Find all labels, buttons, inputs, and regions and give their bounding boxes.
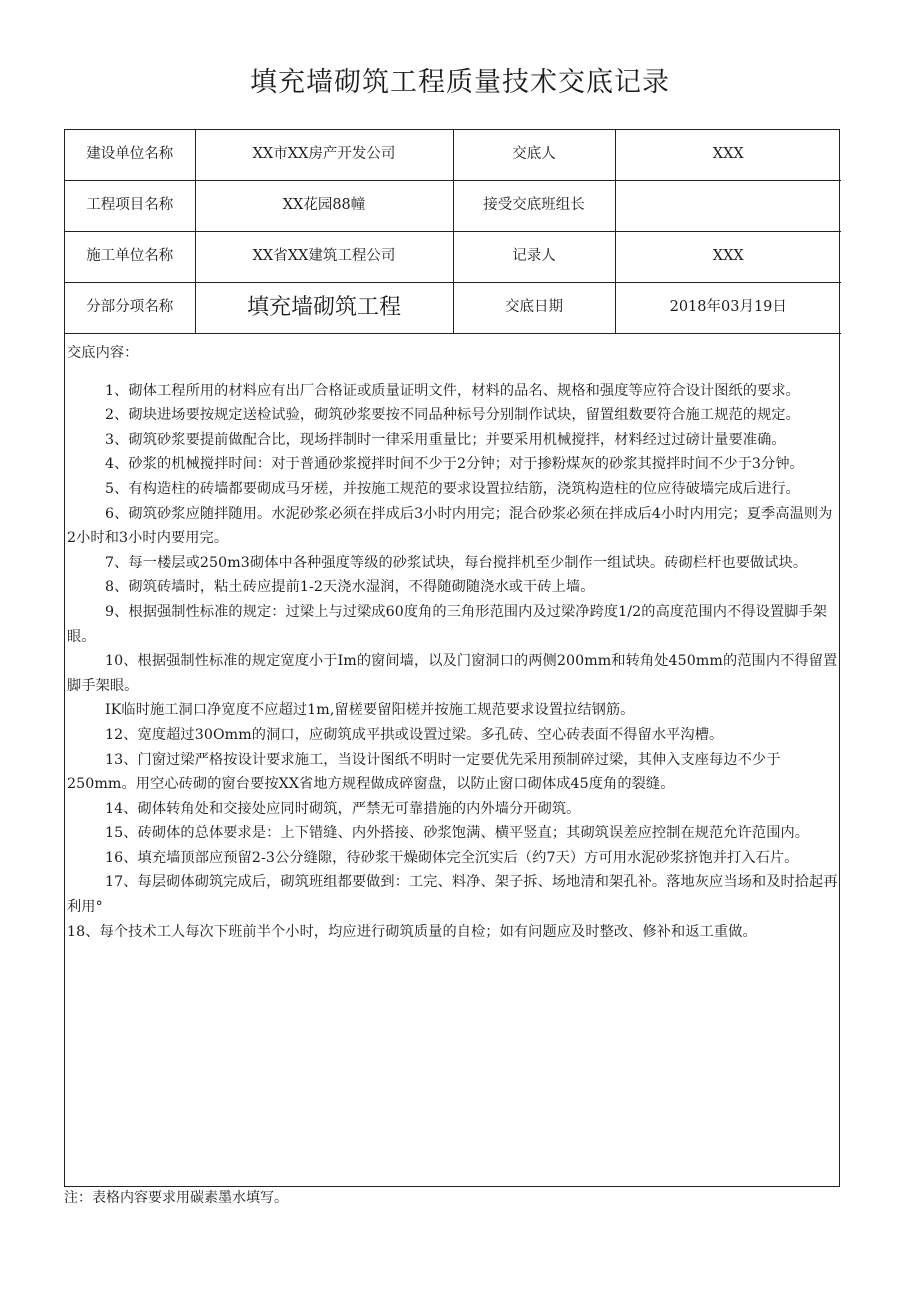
table-row xyxy=(65,181,841,232)
value-project-name: XX花园88幢 xyxy=(195,181,453,232)
list-item: 7、每一楼层或250m3砌体中各种强度等级的砂浆试块，每台搅拌机至少制作一组试块。砖砌栏杆也要做试块。 xyxy=(105,554,808,571)
list-item: IK临时施工洞口净宽度不应超过1m,留槎要留阳槎并按施工规范要求设置拉结钢筋。 xyxy=(105,702,635,719)
page-title: 填充墙砌筑工程质量技术交底记录 xyxy=(250,67,670,98)
value-construction-unit: XX市XX房产开发公司 xyxy=(195,130,453,181)
value-team-leader xyxy=(615,181,841,232)
list-item: 3、砌筑砂浆要提前做配合比，现场拌制时一律采用重量比；并要采用机械搅拌，材料经过过磅计量要准确。 xyxy=(105,431,786,448)
label-date: 交底日期 xyxy=(453,283,615,334)
list-item: 10、根据强制性标准的规定宽度小于Im的窗间墙，以及门窗洞口的两侧200mm和转角处450mm的范围内不得留置脚手架眼。 xyxy=(67,653,838,694)
value-recorder: XXX xyxy=(615,232,841,283)
list-item: 12、宽度超过30Omm的洞口，应砌筑成平拱或设置过梁。多孔砖、空心砖表面不得留水平沟槽。 xyxy=(105,726,724,743)
list-item: 6、砌筑砂浆应随拌随用。水泥砂浆必须在拌成后3小时内用完；混合砂浆必须在拌成后4小时内用完；夏季高温则为2小时和3小时内要用完。 xyxy=(67,505,833,547)
list-item: 16、填充墙顶部应预留2-3公分缝隙，待砂浆干燥砌体完全沉实后（约7天）方可用水泥砂浆挤饱并打入石片。 xyxy=(105,849,799,866)
label-subproject: 分部分项名称 xyxy=(65,283,195,334)
list-item-last: 18、每个技术工人每次下班前半个小时，均应进行砌筑质量的自检；如有问题应及时整改、修补和返工重做。 xyxy=(67,923,757,940)
label-construction-unit: 建设单位名称 xyxy=(65,130,195,181)
list-item: 14、砌体转角处和交接处应同时砌筑，严禁无可靠措施的内外墙分开砌筑。 xyxy=(105,800,581,817)
label-presenter: 交底人 xyxy=(453,130,615,181)
list-item: 4、砂浆的机械搅拌时间：对于普通砂浆搅拌时间不少于2分钟；对于掺粉煤灰的砂浆其搅拌时间不少于3分钟。 xyxy=(105,456,804,473)
value-contractor: XX省XX建筑工程公司 xyxy=(195,232,453,283)
record-form xyxy=(64,129,840,1187)
list-item: 9、根据强制性标准的规定：过梁上与过梁成60度角的三角形范围内及过梁净跨度1/2的高度范围内不得设置脚手架眼。 xyxy=(67,603,828,645)
label-project-name: 工程项目名称 xyxy=(65,181,195,232)
value-date: 2018年03月19日 xyxy=(615,283,841,334)
info-table xyxy=(65,130,841,334)
footer-note: 注：表格内容要求用碳素墨水填写。 xyxy=(64,1190,288,1206)
briefing-content xyxy=(65,334,839,944)
list-item: 17、每层砌体砌筑完成后，砌筑班组都要做到：工完、料净、架子拆、场地清和架孔补。落地灰应当场和及时拾起再利用° xyxy=(67,874,838,916)
list-item: 8、砌筑砖墙时，粘土砖应提前1-2天浇水湿润，不得随砌随浇水或干砖上墙。 xyxy=(105,579,595,596)
table-row xyxy=(65,130,841,181)
list-item: 1、砌体工程所用的材料应有出厂合格证或质量证明文件，材料的品名、规格和强度等应符合设计图纸的要求。 xyxy=(105,382,800,399)
table-row xyxy=(65,283,841,334)
content-heading: 交底内容： xyxy=(67,345,139,361)
list-item: 13、门窗过梁严格按设计要求施工，当设计图纸不明时一定要优先采用预制碎过梁，其伸入支座每边不少于250mm。用空心砖砌的窗台要按XX省地方规程做成碎窗盘，以防止窗口砌体成45度角的裂缝。 xyxy=(67,751,781,793)
label-recorder: 记录人 xyxy=(453,232,615,283)
list-item: 15、砖砌体的总体要求是：上下错缝、内外搭接、砂浆饱满、横平竖直；其砌筑误差应控制在规范允许范围内。 xyxy=(105,825,810,842)
label-contractor: 施工单位名称 xyxy=(65,232,195,283)
list-item: 5、有构造柱的砖墙都要砌成马牙槎，并按施工规范的要求设置拉结筋，浇筑构造柱的位应待破墙完成后进行。 xyxy=(105,480,800,497)
label-team-leader: 接受交底班组长 xyxy=(453,181,615,232)
table-row xyxy=(65,232,841,283)
value-subproject: 填充墙砌筑工程 xyxy=(195,283,453,334)
value-presenter: XXX xyxy=(615,130,841,181)
list-item: 2、砌块进场要按规定送检试验，砌筑砂浆要按不同品种标号分别制作试块，留置组数要符合施工规范的规定。 xyxy=(105,407,800,424)
